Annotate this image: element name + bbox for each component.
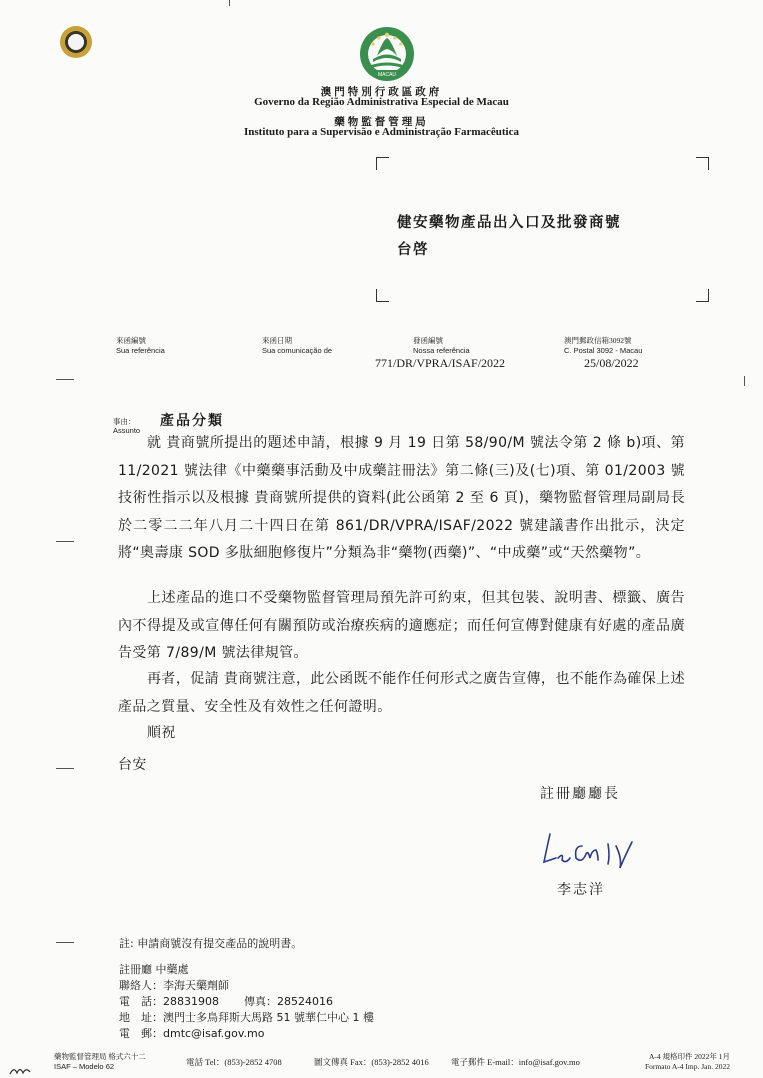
footer-fax: 圖文傳真 Fax：(853)-2852 4016 <box>314 1057 429 1067</box>
contact-address: 地 址：澳門士多鳥拜斯大馬路 51 號華仁中心 1 樓 <box>119 1011 374 1024</box>
contact-block <box>119 962 374 1042</box>
body-paragraph-1: 就 貴商號所提出的題述申請，根據 9 月 19 日第 58/90/M 號法令第 2 條 b)項、第 11/2021 號法律《中藥藥事活動及中成藥註冊法》第二條(三)及(七)項、第 01/2003 號技術性指示以及根據 貴商號所提供的資料(此公函第 2 至 6 頁)，藥物監督管理局副局長於二零二二年八月二十四日在第 861/DR/VPRA/ISAF/2022 號建議書作出批示，決定將“奧壽康 SOD 多肽細胞修復片”分類為非“藥物(西藥)”、“中成藥”或“天然藥物”。 <box>118 435 685 561</box>
your-communication <box>262 336 332 356</box>
your-reference <box>116 336 165 356</box>
letter-date: 25/08/2022 <box>584 356 639 370</box>
footer-tel: 電話 Tel：(853)-2852 4708 <box>186 1057 282 1067</box>
signatory-title: 註冊廳廳長 <box>540 786 620 802</box>
footer-paper-format <box>630 1052 730 1072</box>
your-reference-label-zh: 來函編號 <box>116 336 146 345</box>
postal-box-zh: 澳門郵政信箱3092號 <box>564 336 632 345</box>
contact-phone: 電 話：28831908 <box>119 995 219 1008</box>
institute-name-zh: 藥物監督管理局 <box>334 117 429 128</box>
window-corner-br <box>696 289 709 302</box>
margin-dash <box>56 942 74 943</box>
subject-label-pt: Assunto <box>113 426 141 435</box>
addressee-salutation: 台啓 <box>397 242 429 258</box>
window-corner-tr <box>696 157 709 170</box>
closing-salutation: 台安 <box>118 757 147 773</box>
postal-box <box>564 336 642 371</box>
institute-name-pt: Instituto para a Supervisão e Administração Farmacêutica <box>244 126 519 138</box>
our-reference-label-zh: 發函編號 <box>413 336 443 345</box>
gov-name-zh: 澳門特別行政區政府 <box>320 87 443 98</box>
footer-form-pt: ISAF – Modelo 62 <box>54 1062 115 1071</box>
contact-department: 註冊廳 中藥處 <box>119 963 189 976</box>
macau-emblem-icon <box>359 26 415 82</box>
gov-name-pt: Governo da Região Administrativa Especial de Macau <box>254 96 509 108</box>
margin-tick-right <box>744 376 745 386</box>
subject-label-zh: 事由： <box>113 417 136 426</box>
your-communication-label-pt: Sua comunicação de <box>262 346 333 355</box>
top-tick <box>229 0 230 6</box>
our-reference-value: 771/DR/VPRA/ISAF/2022 <box>375 356 506 370</box>
contact-email: 電 郵：dmtc@isaf.gov.mo <box>119 1027 265 1040</box>
punch-hole <box>60 26 92 58</box>
margin-dash <box>56 768 74 769</box>
footer-form-id <box>54 1052 146 1072</box>
signatory-name: 李志洋 <box>557 882 605 898</box>
note: 註: 申請商號沒有提交產品的說明書。 <box>119 937 303 950</box>
footer-paper-pt: Formato A-4 Imp. Jan. 2022 <box>645 1062 730 1071</box>
contact-person: 聯絡人：李海天藥劑師 <box>119 979 229 992</box>
footer-form-zh: 藥物監督管理局 格式六十二 <box>54 1052 146 1061</box>
window-corner-bl <box>376 289 389 302</box>
our-reference <box>375 336 505 371</box>
margin-dash <box>56 541 74 542</box>
closing-wishes: 順祝 <box>147 725 176 741</box>
pen-mark <box>8 1064 36 1076</box>
handwritten-signature <box>536 828 646 874</box>
contact-fax: 傳真：28524016 <box>244 995 333 1008</box>
addressee-name: 健安藥物產品出入口及批發商號 <box>397 215 621 231</box>
emblem-text: MACAU <box>377 71 397 78</box>
subject-title: 產品分類 <box>160 413 224 429</box>
margin-dash <box>56 379 74 380</box>
your-reference-label-pt: Sua referência <box>116 346 165 355</box>
your-communication-label-zh: 來函日期 <box>262 336 292 345</box>
our-reference-label-pt: Nossa referência <box>413 346 470 355</box>
footer-paper-zh: A-4 規格印件 2022年 1月 <box>648 1052 730 1061</box>
footer-email: 電子郵件 E-mail：info@isaf.gov.mo <box>451 1057 580 1067</box>
body-paragraph-3: 再者，促請 貴商號注意，此公函既不能作任何形式之廣告宣傳，也不能作為確保上述產品之質量、安全性及有效性之任何證明。 <box>118 671 685 715</box>
postal-box-pt: C. Postal 3092 - Macau <box>564 346 643 355</box>
body-paragraph-2: 上述產品的進口不受藥物監督管理局預先許可約束，但其包裝、說明書、標籤、廣告內不得提及或宣傳任何有關預防或治療疾病的適應症；而任何宣傳對健康有好處的產品廣告受第 7/89/M 號法律規管。 <box>118 590 685 661</box>
contact-phone-fax <box>119 994 374 1010</box>
window-corner-tl <box>376 157 389 170</box>
